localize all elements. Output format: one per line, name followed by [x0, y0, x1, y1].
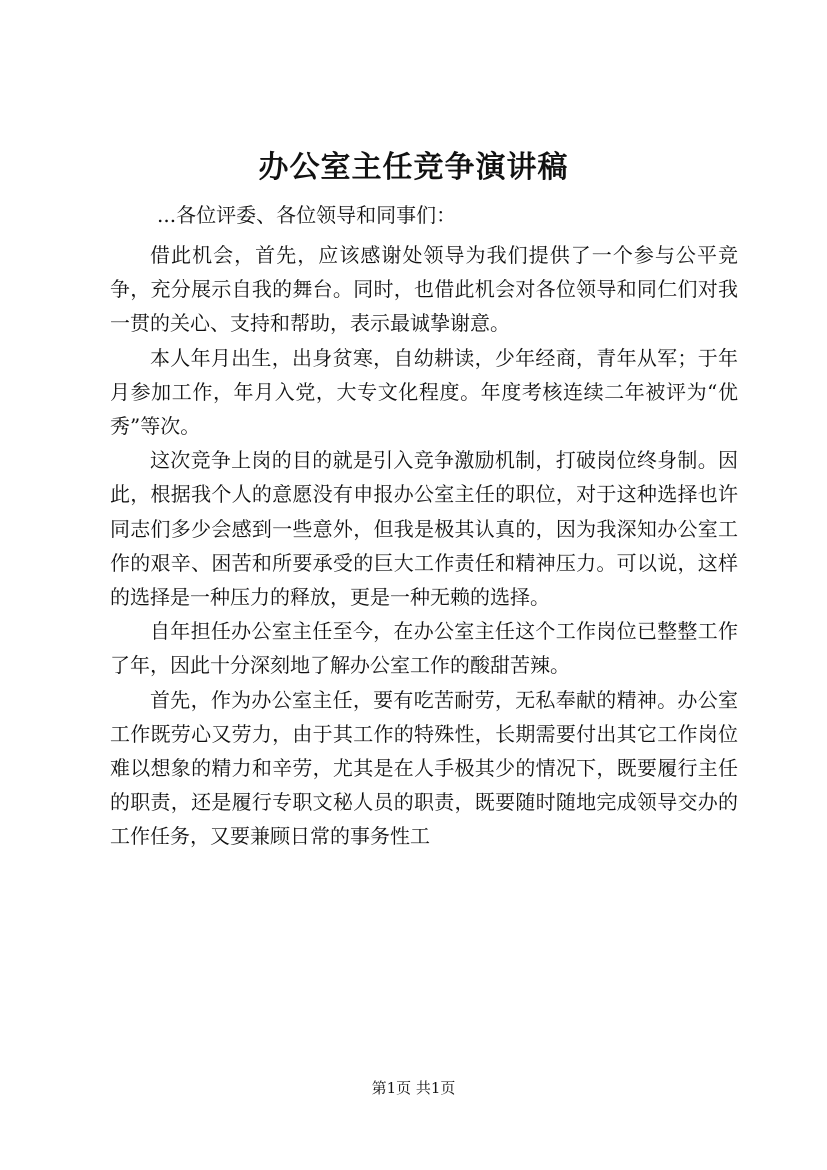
salutation: ...各位评委、各位领导和同事们： [157, 203, 457, 227]
paragraph-first-point: 首先，作为办公室主任，要有吃苦耐劳，无私奉献的精神。办公室工作既劳心又劳力，由于其工作的特殊性，长期需要付出其它工作岗位难以想象的精力和辛劳，尤其是在人手极其少的情况下，既要履行主任的职责，还是履行专职文秘人员的职责，既要随时随地完成领导交办的工作任务，又要兼顾日常的事务性工 [110, 687, 738, 849]
paragraph-thanks: 借此机会，首先，应该感谢处领导为我们提供了一个参与公平竞争，充分展示自我的舞台。同时，也借此机会对各位领导和同仁们对我一贯的关心、支持和帮助，表示最诚挚谢意。 [110, 243, 738, 336]
document-body [110, 238, 738, 854]
paragraph-competition: 这次竞争上岗的目的就是引入竞争激励机制，打破岗位终身制。因此，根据我个人的意愿没有申报办公室主任的职位，对于这种选择也许同志们多少会感到一些意外，但我是极其认真的，因为我深知办公室工作的艰辛、困苦和所要承受的巨大工作责任和精神压力。可以说，这样的选择是一种压力的释放，更是一种无赖的选择。 [110, 448, 738, 610]
page-number-footer: 第1页 共1页 [371, 1079, 456, 1097]
document-title: 办公室主任竞争演讲稿 [258, 150, 569, 185]
paragraph-tenure: 自年担任办公室主任至今，在办公室主任这个工作岗位已整整工作了年，因此十分深刻地了解办公室工作的酸甜苦辣。 [110, 619, 738, 678]
paragraph-background: 本人年月出生，出身贫寒，自幼耕读，少年经商，青年从军；于年月参加工作，年月入党，大专文化程度。年度考核连续二年被评为“优秀”等次。 [110, 345, 738, 439]
